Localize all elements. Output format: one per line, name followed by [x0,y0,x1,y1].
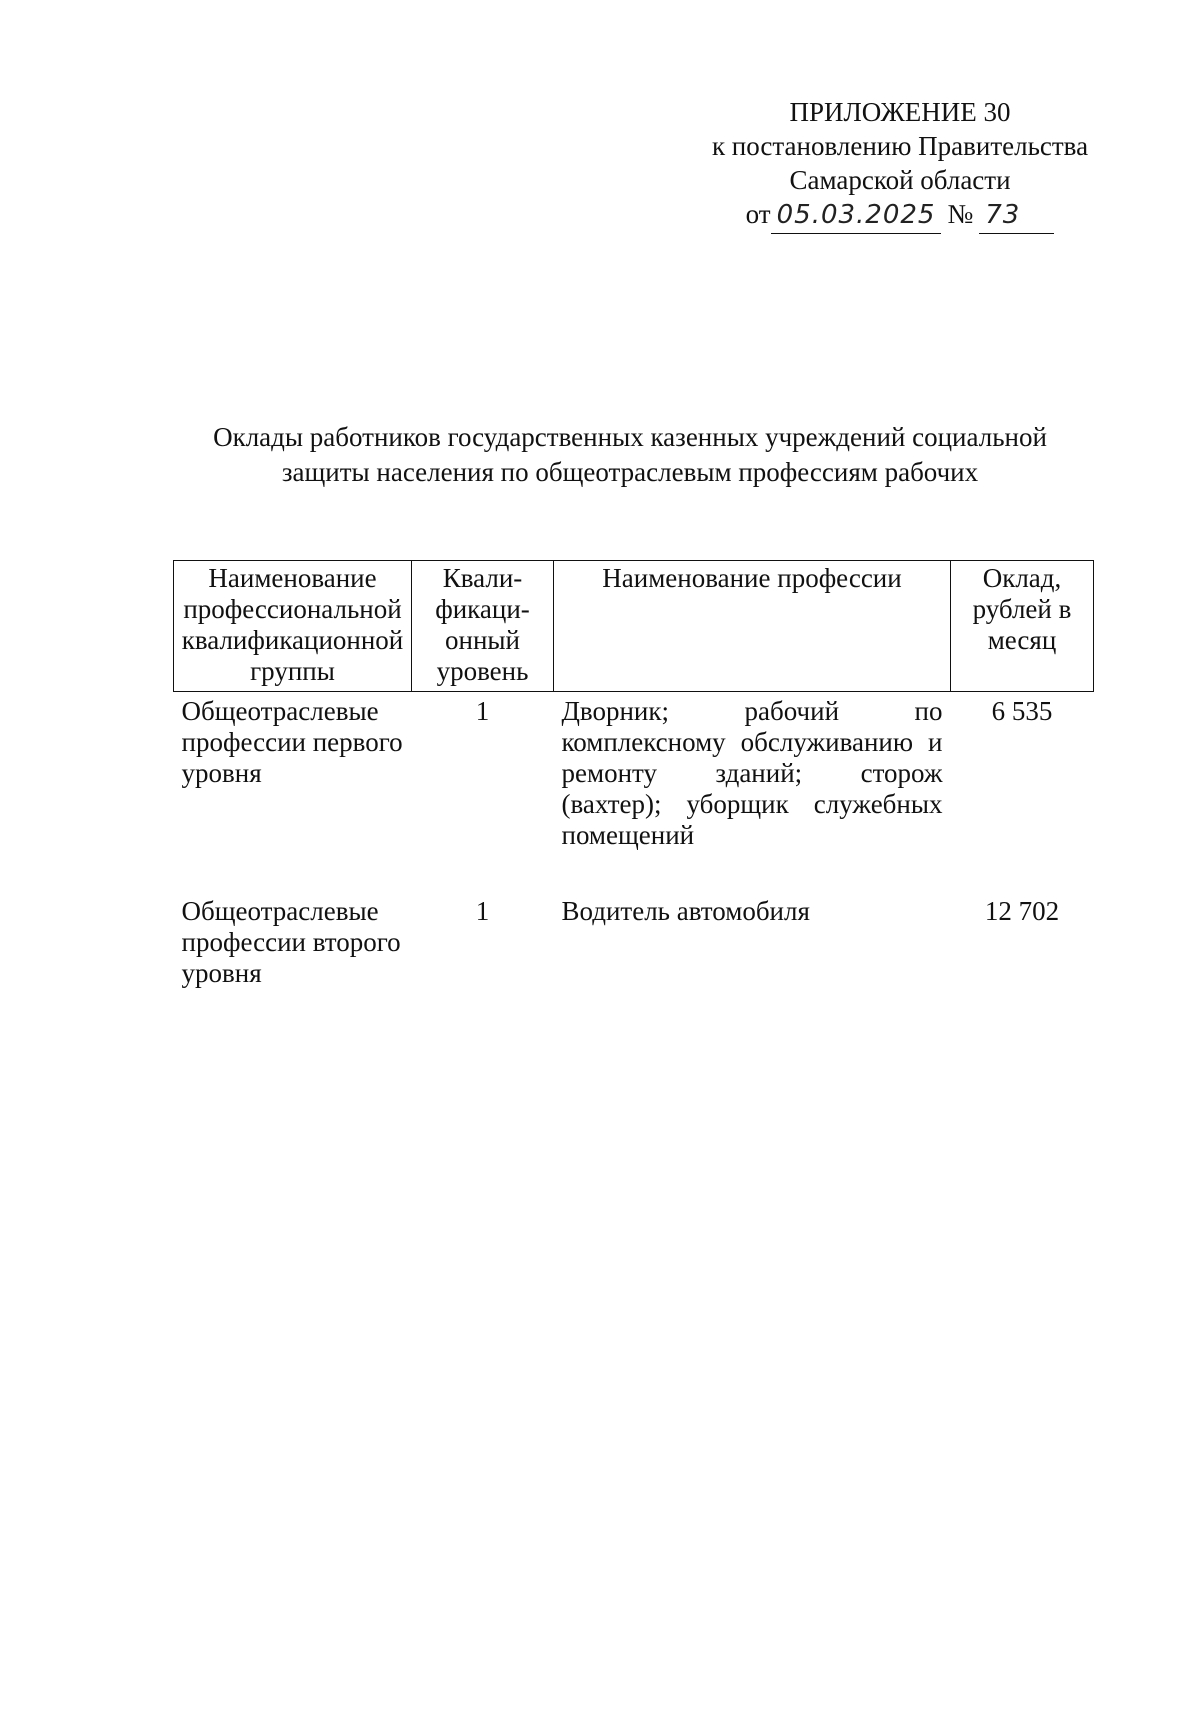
handwritten-date: 05.03.2025 [771,198,942,234]
appendix-date-line [700,197,1100,234]
header-level: Квали-фикаци-онный уровень [412,561,554,692]
number-prefix: № [947,199,974,229]
cell-group: Общеотраслевые профессии второго уровня [181,896,401,988]
appendix-region-line: Самарской области [789,165,1011,195]
cell-level: 1 [475,696,490,726]
date-prefix: от [745,199,771,229]
header-salary: Оклад, рублей в месяц [951,561,1094,692]
document-title: Оклады работников государственных казенных учреждений социальной защиты населения по общеотраслевым профессиям рабочих [213,422,1047,487]
salary-table [173,560,1094,989]
handwritten-number: 73 [979,198,1054,234]
cell-profession: Дворник; рабочий по комплексному обслуживанию и ремонту зданий; сторож (вахтер); уборщик служебных помещений [561,696,943,850]
cell-salary: 6 535 [991,696,1053,726]
cell-level: 1 [475,896,490,926]
appendix-title: ПРИЛОЖЕНИЕ 30 [789,97,1011,127]
header-group: Наименование профессиональной квалификационной группы [174,561,412,692]
header-profession: Наименование профессии [554,561,951,692]
table-header-row [174,561,1094,692]
table-row [174,692,1094,893]
cell-profession: Водитель автомобиля [561,896,810,926]
appendix-header [700,95,1100,234]
table-row [174,892,1094,989]
cell-group: Общеотраслевые профессии первого уровня [181,696,403,788]
cell-salary: 12 702 [984,896,1060,926]
appendix-resolution-line: к постановлению Правительства [711,131,1089,161]
